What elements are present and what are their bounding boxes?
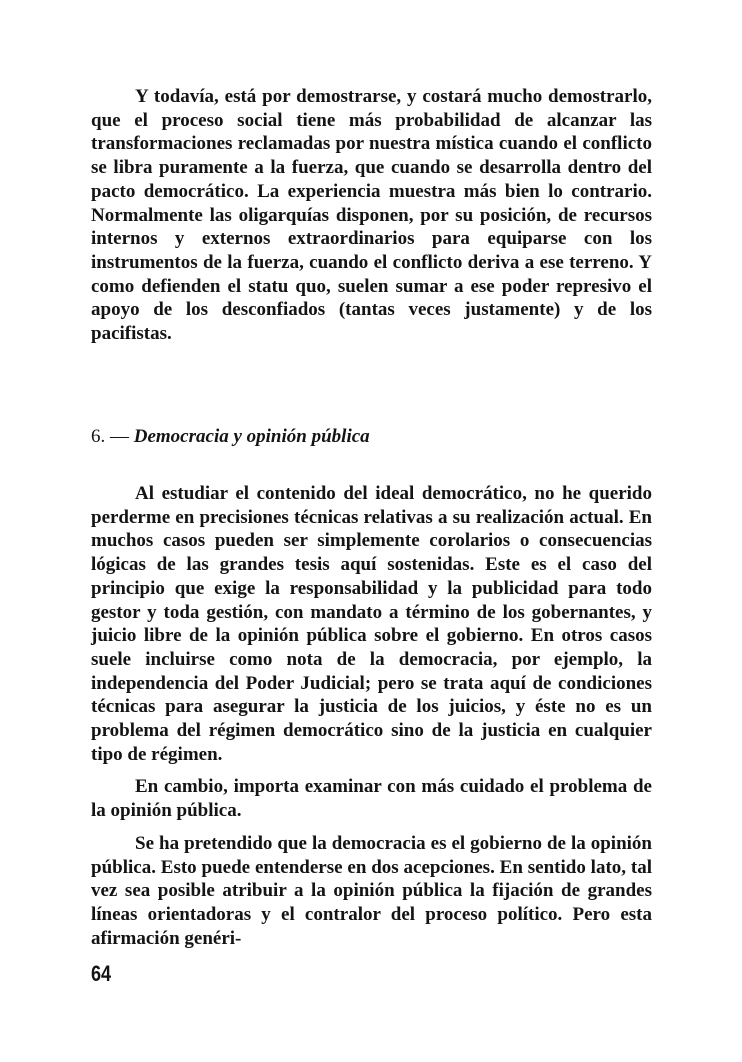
text-block-bottom [91, 482, 652, 950]
paragraph: Al estudiar el contenido del ideal democrático, no he querido perderme en precisiones técnicas relativas a su realización actual. En muchos casos pueden ser simplemente corolarios o consecuencias lógicas de las grandes tesis aquí sostenidas. Este es el caso del principio que exige la responsabilidad y la publicidad para todo gestor y toda gestión, con mandato a término de los gobernantes, y juicio libre de la opinión pública sobre el gobierno. En otros casos suele incluirse como nota de la democracia, por ejemplo, la independencia del Poder Judicial; pero se trata aquí de condiciones técnicas para asegurar la justicia de los juicios, y éste no es un problema del régimen democrático sino de la justicia en cualquier tipo de régimen. [91, 483, 652, 765]
paragraph: Y todavía, está por demostrarse, y costará mucho demostrarlo, que el proceso social tiene más probabilidad de alcanzar las transformaciones reclamadas por nuestra mística cuando el conflicto se libra puramente a la fuerza, que cuando se desarrolla dentro del pacto democrático. La experiencia muestra más bien lo contrario. Normalmente las oligarquías disponen, por su posición, de recursos internos y externos extraordinarios para equiparse con los instrumentos de la fuerza, cuando el conflicto deriva a ese terreno. Y como defienden el statu quo, suelen sumar a ese poder represivo el apoyo de los desconfiados (tantas veces justamente) y de los pacifistas. [91, 86, 652, 345]
paragraph: En cambio, importa examinar con más cuidado el problema de la opinión pública. [91, 776, 652, 822]
paragraph: Se ha pretendido que la democracia es el gobierno de la opinión pública. Esto puede entenderse en dos acepciones. En sentido lato, tal vez sea posible atribuir a la opinión pública la fijación de grandes líneas orientadoras y el contralor del proceso político. Pero esta afirmación genéri- [91, 832, 652, 949]
page-number: 64 [91, 961, 112, 986]
text-block-top [91, 85, 652, 346]
section-heading [91, 425, 370, 449]
section-title: Democracia y opinión pública [133, 426, 370, 447]
section-number: 6. — [91, 426, 129, 447]
